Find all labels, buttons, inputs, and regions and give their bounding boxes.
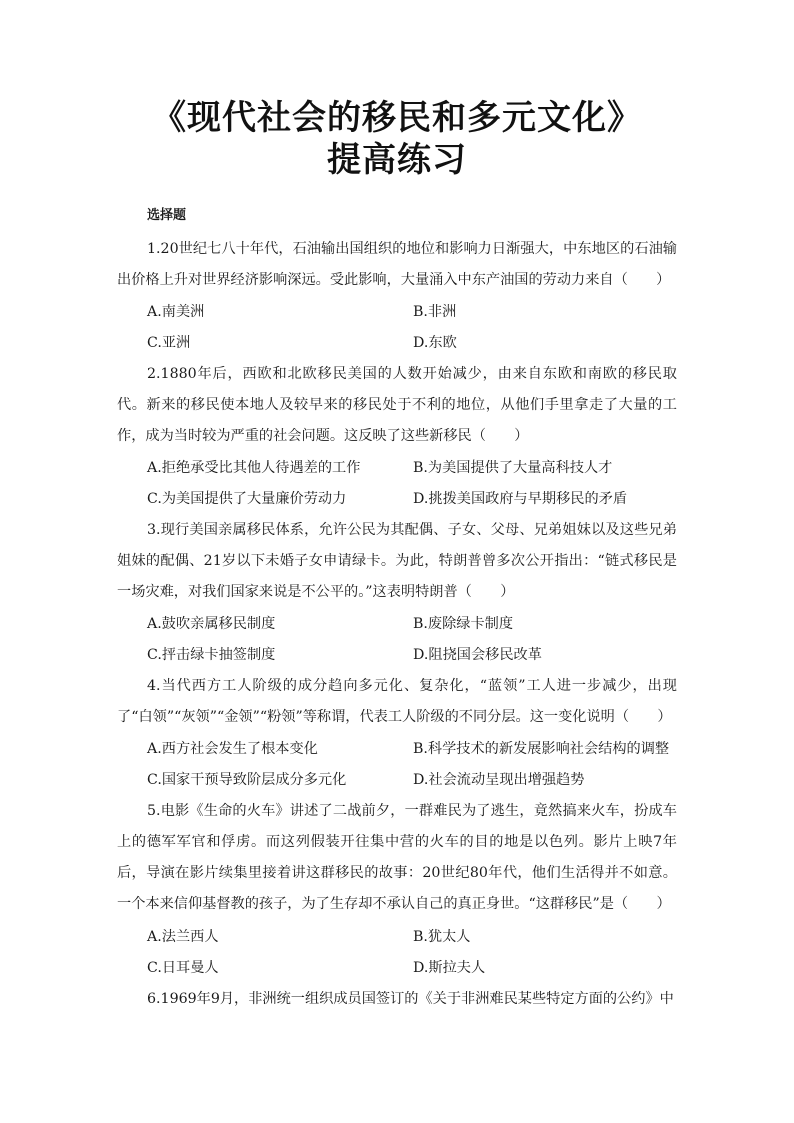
question-5-stem: 5.电影《生命的火车》讲述了二战前夕，一群难民为了逃生，竟然搞来火车，扮成车上的德军军官和俘虏。而这列假装开往集中营的火车的目的地是以色列。影片上映7年后，导演在影片续集里接着讲这群移民的故事：20世纪80年代，他们生活得并不如意。一个本来信仰基督教的孩子，为了生存却不承认自己的真正身世。“这群移民”是（ ） bbox=[117, 803, 677, 912]
question-5-option-d: D.斯拉夫人 bbox=[413, 960, 486, 976]
question-3-stem: 3.现行美国亲属移民体系，允许公民为其配偶、子女、父母、兄弟姐妹以及这些兄弟姐妹的配偶、21岁以下未婚子女申请绿卡。为此，特朗普曾多次公开指出：“链式移民是一场灾难，对我们国家来说是不公平的。”这表明特朗普（ ） bbox=[117, 522, 677, 600]
question-1-option-c: C.亚洲 bbox=[147, 335, 191, 351]
question-4-option-b: B.科学技术的新发展影响社会结构的调整 bbox=[413, 741, 670, 757]
question-1-stem: 1.20世纪七八十年代，石油输出国组织的地位和影响力日渐强大，中东地区的石油输出价格上升对世界经济影响深远。受此影响，大量涌入中东产油国的劳动力来自（ ） bbox=[117, 241, 677, 288]
question-4-option-d: D.社会流动呈现出增强趋势 bbox=[413, 772, 585, 788]
question-3-option-b: B.废除绿卡制度 bbox=[413, 616, 514, 632]
question-5-option-c: C.日耳曼人 bbox=[147, 960, 219, 976]
question-3-option-c: C.抨击绿卡抽签制度 bbox=[147, 647, 276, 663]
question-2-option-b: B.为美国提供了大量高科技人才 bbox=[413, 460, 613, 476]
question-4-stem: 4.当代西方工人阶级的成分趋向多元化、复杂化，“蓝领”工人进一步减少，出现了“白领”“灰领”“金领”“粉领”等称谓，代表工人阶级的不同分层。这一变化说明（ ） bbox=[117, 678, 677, 725]
question-6-stem: 6.1969年9月，非洲统一组织成员国签订的《关于非洲难民某些特定方面的公约》中 bbox=[147, 991, 674, 1007]
question-3-option-a: A.鼓吹亲属移民制度 bbox=[147, 616, 276, 632]
document-subtitle: 提高练习 bbox=[327, 140, 467, 180]
question-4-option-c: C.国家干预导致阶层成分多元化 bbox=[147, 772, 347, 788]
question-2-stem: 2.1880年后，西欧和北欧移民美国的人数开始减少，由来自东欧和南欧的移民取代。新来的移民使本地人及较早来的移民处于不利的地位，从他们手里拿走了大量的工作，成为当时较为严重的社会问题。这反映了这些新移民（ ） bbox=[117, 366, 677, 444]
question-2-option-a: A.拒绝承受比其他人待遇差的工作 bbox=[147, 460, 361, 476]
question-5-option-b: B.犹太人 bbox=[413, 929, 471, 945]
question-2-option-d: D.挑拨美国政府与早期移民的矛盾 bbox=[413, 491, 628, 507]
document-title: 《现代社会的移民和多元文化》 bbox=[152, 98, 642, 138]
question-4-option-a: A.西方社会发生了根本变化 bbox=[147, 741, 318, 757]
section-heading: 选择题 bbox=[147, 208, 187, 223]
question-1-option-d: D.东欧 bbox=[413, 335, 457, 351]
question-5-option-a: A.法兰西人 bbox=[147, 929, 219, 945]
question-1-option-b: B.非洲 bbox=[413, 304, 457, 320]
question-3-option-d: D.阻挠国会移民改革 bbox=[413, 647, 542, 663]
question-2-option-c: C.为美国提供了大量廉价劳动力 bbox=[147, 491, 347, 507]
question-1-option-a: A.南美洲 bbox=[147, 304, 205, 320]
